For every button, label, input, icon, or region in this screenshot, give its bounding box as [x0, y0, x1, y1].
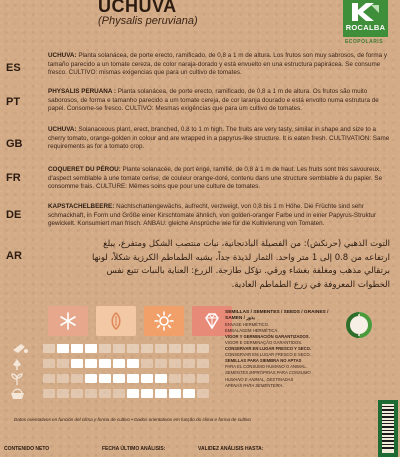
- description-es-name: UCHUVA:: [48, 52, 77, 59]
- calendar-grid: [7, 341, 217, 403]
- brand-logo: [343, 0, 388, 37]
- description-fr-text: Plante solanacée, de port érigé, ramifié, de 0,8 à 1 m de haut. Les fruits sont très savoureux, d'aspect semblable à une tomate cerise, de couleur orange-doré, contenu dans une structure semblable à du papier. Se consomme frais. CULTURE: Mêmes soins que pour une culture de tomates.: [48, 166, 383, 191]
- snowflake-icon: [58, 311, 78, 331]
- description-de-name: KAPSTACHELBEERE:: [48, 203, 115, 210]
- description-es-text: Planta solanácea, de porte erecto, ramificado, de 0,8 a 1 m de altura. Los frutos son muy sabrosos, de forma y tamaño parecido a un tomate cereza, de color naraja-dorado y está envuelto en una estructura papirácea. Se consume fresco. CULTIVO: mismas exigencias que para un cultivo de tomates.: [48, 52, 388, 77]
- seed-info-line: VIGOR Y GERMINACIÓN GARANTIZADOS.: [225, 333, 310, 339]
- seed-info: [225, 310, 340, 389]
- description-fr: [48, 166, 390, 192]
- lang-code-fr: FR: [6, 172, 21, 184]
- seed-info-line: EMBALAGEM HERMÉTICA.: [225, 327, 279, 333]
- description-pt-name: PHYSALIS PERUANA :: [48, 88, 116, 95]
- brand-name: ROCALBA: [345, 23, 386, 32]
- seed-info-line: APENAS PARA SEMENTEIRA.: [225, 382, 284, 388]
- green-dot-recycle-icon: [344, 310, 374, 340]
- sowing-calendar: [7, 341, 217, 408]
- seed-info-line: ENVASE HERMÉTICO.: [225, 321, 270, 327]
- k-logo-icon: [349, 2, 382, 22]
- last-analysis-label: FECHA ÚLTIMO ANÁLISIS:: [102, 446, 166, 452]
- lang-code-es: ES: [6, 62, 21, 74]
- lang-code-de: DE: [6, 209, 22, 221]
- sun-icon-box: [144, 306, 184, 336]
- plant-icon: [12, 374, 22, 385]
- transplant-icon: [13, 359, 21, 370]
- lang-code-ar: AR: [6, 250, 22, 262]
- brand-tagline: ECOPOLARIS: [344, 39, 384, 45]
- description-gb-name: UCHUVA:: [48, 126, 77, 133]
- net-content-label: CONTENIDO NETO: [4, 446, 50, 452]
- seed-info-line: HUMANO E ANIMAL, DESTINADAS: [225, 376, 294, 382]
- seed-icon: [106, 311, 126, 331]
- description-ar: التوت الذهبي (حرنكش): من الفصيلة الباذنجانية، نبات منتصب الشكل ومتفرع، يبلغ ارتفاعه من 0.8 إلى 1 متر واحد. الثمار لذيذة جداً، يشبه الطماطم الكرزية شكلاً، لونها برتقالي مذهب ومغلفة بغشاء ورقي. تؤكل طازجة. الزرع: العناية بالنبات تتبع نفس الخطوات المعروفة في زرع الطماطم العادية.: [92, 239, 390, 290]
- description-de: [48, 203, 390, 229]
- seed-info-line: PARA EL CONSUMO HUMANO O ANIMAL.: [225, 364, 307, 370]
- sowing-hand-icon: [13, 344, 28, 353]
- description-de-text: Nachtschattengewächs, aufrecht, verzweigt, von 0,8 bis 1 m Höhe. Die Früchte sind sehr schmackhaft, in Form und Größe einer Kirschtomate ähnlich, von golden-oranger Farbe und in einer Papyrus-Struktur gewickelt. Konsumiert man frisch. ANBAU: gleiche Ansprüche wie für die Kultivierung von Tomaten.: [48, 203, 376, 228]
- seed-info-heading: SEMILLAS / SEMENTES / SEEDS / GRAINES / SAMEN / بذور: [225, 310, 329, 321]
- seed-info-line: CONSERVAR EN LUGAR FRESCO Y SECO.: [225, 346, 312, 352]
- analysis-validity-label: VALIDEZ ANÁLISIS HASTA:: [198, 446, 264, 452]
- sun-icon: [154, 311, 174, 331]
- description-fr-name: COQUERET DU PÉROU:: [48, 166, 121, 173]
- seed-info-line: SEMILLAS PARA SIEMBRA NO APTAS: [225, 358, 302, 364]
- snowflake-icon-box: [48, 306, 88, 336]
- product-latin-name: (Physalis peruviana): [98, 15, 198, 27]
- description-gb: [48, 126, 390, 152]
- seed-info-line: VIGOR E GERMINAÇÃO GARANTIDOS.: [225, 339, 303, 345]
- footer-note: Datos orientativos en función del clima y forma de cultivo • Dados orientativos em função do clima e forma de cultivo: [14, 417, 251, 422]
- seed-icon-box: [96, 306, 136, 336]
- seed-info-line: SEMENTES IMPRÓPRIAS PARA CONSUMO: [225, 370, 311, 376]
- harvest-basket-icon: [11, 389, 24, 399]
- seed-info-line: CONSERVAR EM LUGAR FRESCO E SECO.: [225, 352, 311, 358]
- barcode-edge: [378, 400, 398, 457]
- description-pt: [48, 88, 390, 114]
- description-es: [48, 52, 390, 78]
- description-gb-text: Solanaceous plant, erect, branched, 0.8 to 1 m high. The fruits are very tasty, similar in shape and size to a cherry tomato, orange-golden in colour and are wrapped in a papyrus-like structure. It is eaten fresh. CULTIVATION: Same requirements as for a tomato crop.: [48, 126, 390, 151]
- lang-code-gb: GB: [6, 138, 23, 150]
- description-pt-text: Planta solanácea, de porte erecto, ramificado, de 0,8 a 1 m de altura. Os frutos são muito saborosos, de forma e tamanho parecido a um tomate cereja, de cor laranja dourado e está envolto numa estrutura de papel. Consome-se fresco. CULTIVO: Mesmas exigências que para um cultivo de tomates.: [48, 88, 379, 113]
- diamond-icon: [202, 311, 222, 331]
- product-title: UCHUVA: [98, 0, 177, 16]
- lang-code-pt: PT: [6, 96, 21, 108]
